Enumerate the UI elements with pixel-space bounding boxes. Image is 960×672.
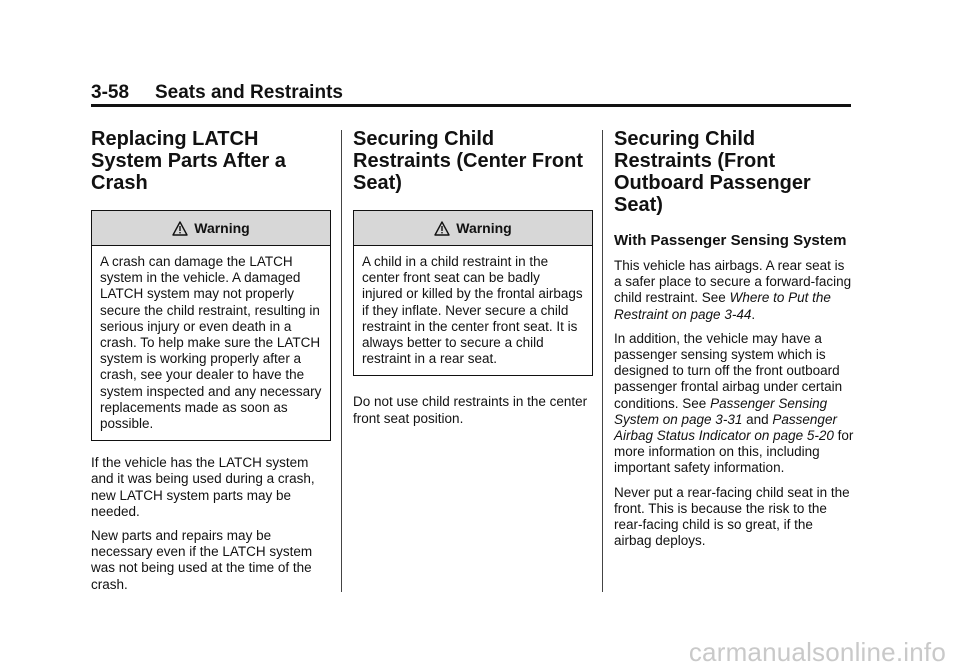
warning-text: A child in a child restraint in the center front seat can be badly injured or killed by the frontal airbags if they inflate. Never secure a child restraint in the center front seat. It is always better to secure a child restraint in a rear seat. [362, 254, 583, 367]
warning-box [91, 210, 331, 441]
conjunction: and [746, 411, 769, 427]
page-header [91, 82, 851, 104]
section-heading: Replacing LATCH System Parts After a Crash [91, 128, 286, 194]
paragraph-text: for more information on this, including important safety information. [614, 428, 854, 476]
page-number: 3-58 [91, 82, 130, 103]
column-3 [614, 128, 854, 557]
paragraph-text: This vehicle has airbags. A rear seat is a safer place to secure a forward-facing child restraint. See [614, 258, 852, 306]
section-heading: Securing Child Restraints (Front Outboard Passenger Seat) [614, 128, 811, 216]
column-divider [341, 130, 342, 592]
paragraph: If the vehicle has the LATCH system and it was being used during a crash, new LATCH system parts may be needed. [91, 455, 315, 519]
cross-reference-link[interactable]: Passenger Airbag Status Indicator on page 5-20 [614, 411, 837, 444]
paragraph [614, 258, 854, 323]
cross-reference-link[interactable]: Passenger Sensing System on page 3-31 [614, 395, 828, 427]
warning-label: Warning [194, 220, 250, 236]
paragraph-text: In addition, the vehicle may have a passenger sensing system which is designed to turn off the front outboard passenger frontal airbag under certain conditions. See [614, 330, 843, 411]
column-1 [91, 128, 331, 601]
cross-reference-link[interactable]: Where to Put the Restraint on page 3-44 [614, 290, 831, 322]
section-title: Seats and Restraints [155, 82, 343, 103]
paragraph: New parts and repairs may be necessary even if the LATCH system was not being used at the time of the crash. [91, 528, 313, 592]
warning-label: Warning [456, 220, 512, 236]
column-divider [602, 130, 603, 592]
paragraph [614, 331, 854, 477]
paragraph: Do not use child restraints in the center front seat position. [353, 394, 588, 426]
header-rule [91, 104, 851, 107]
warning-triangle-icon [434, 221, 450, 236]
punctuation: . [751, 306, 756, 322]
warning-header [354, 211, 592, 246]
warning-triangle-icon [172, 221, 188, 236]
warning-text: A crash can damage the LATCH system in the vehicle. A damaged LATCH system may not properly secure the child restraint, resulting in serious injury or even death in a crash. To help make sure the LATCH system is working properly after a crash, see your dealer to have the system inspected and any necessary replacements made as soon as possible. [100, 254, 322, 432]
watermark: carmanualsonline.info [688, 637, 946, 667]
column-2 [353, 128, 593, 435]
warning-header [92, 211, 330, 246]
paragraph: Never put a rear-facing child seat in the front. This is because the risk to the rear-facing child is so great, if the airbag deploys. [614, 484, 850, 549]
section-heading: Securing Child Restraints (Center Front Seat) [353, 128, 584, 194]
subheading: With Passenger Sensing System [614, 232, 847, 249]
warning-box [353, 210, 593, 376]
